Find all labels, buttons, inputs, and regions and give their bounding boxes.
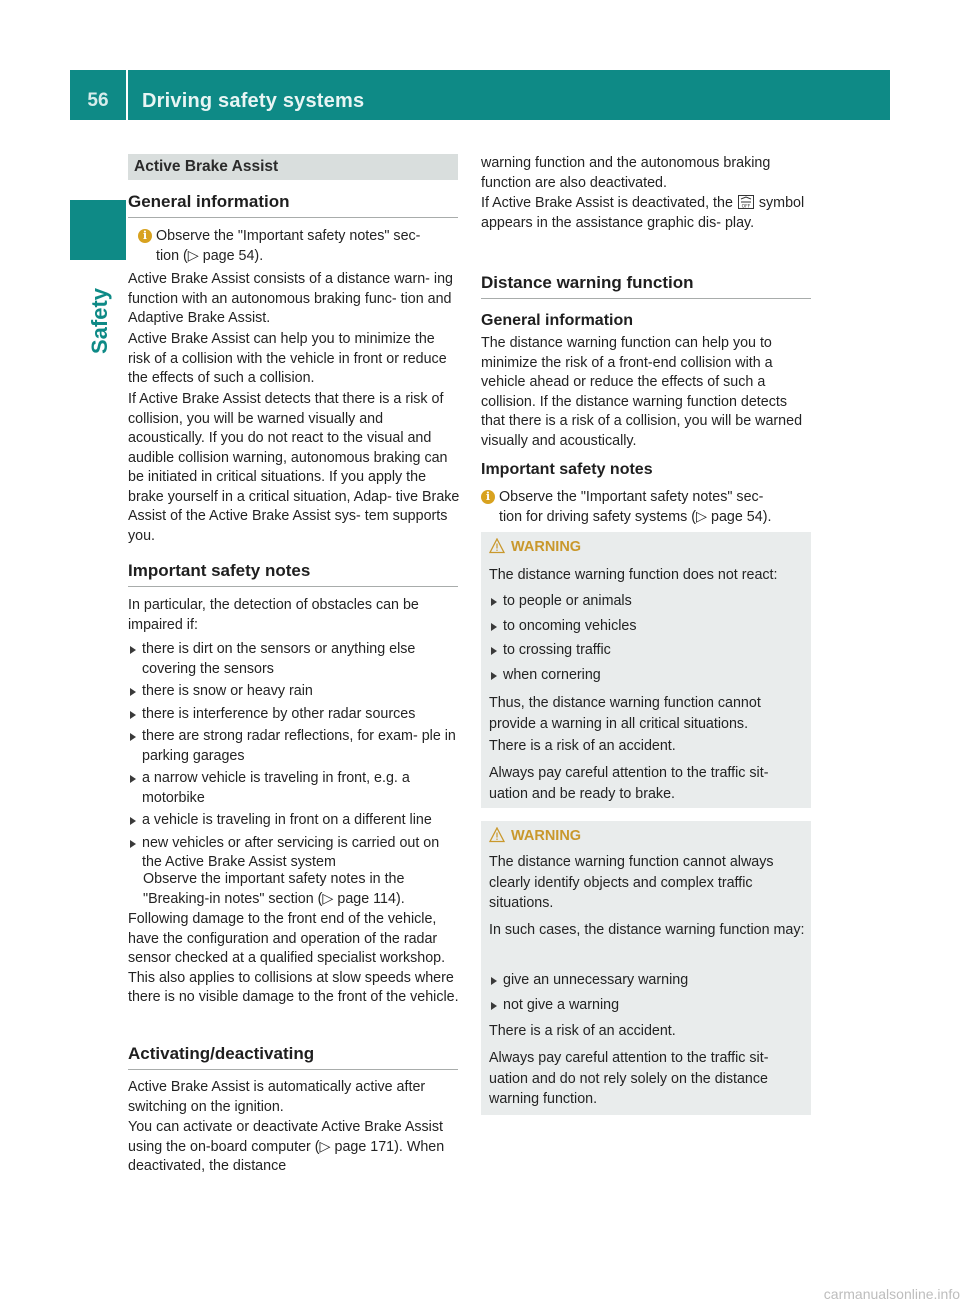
section-label-text: Safety [87,287,112,355]
list-item: to oncoming vehicles [489,617,807,637]
warning-text: In such cases, the distance warning function may: [489,922,805,938]
info-icon: i [481,490,495,504]
list-item: there is interference by other radar sources [128,705,460,725]
section-banner: Active Brake Assist [128,154,458,180]
warning-header [489,828,581,844]
heading-important-safety-notes: Important safety notes [128,561,458,587]
list-item: not give a warning [489,996,807,1016]
warning-text: The distance warning function cannot always clearly identify objects and complex traffic situations. [489,854,774,911]
page-number: 56 [87,90,109,111]
warning-list [489,971,807,1020]
section-label [74,266,126,376]
paragraph-symbol [481,194,813,233]
paragraph: In particular, the detection of obstacles can be impaired if: [128,597,419,633]
warning-text: The distance warning function does not react: [489,567,778,583]
page-header [70,70,890,120]
warning-box [481,821,811,1115]
brake-assist-off-icon [738,195,754,209]
paragraph: You can activate or deactivate Active Brake Assist using the on-board computer (▷ page 171). When deactivated, the distance [128,1119,445,1174]
sub-note: Observe the important safety notes in the "Breaking-in notes" section (▷ page 114). [143,871,405,907]
list-item: there are strong radar reflections, for exam- ple in parking garages [128,727,460,766]
section-tab [70,200,126,260]
paragraph: Following damage to the front end of the vehicle, have the configuration and operation of the radar sensor checked at a qualified specialist workshop. This also applies to collisions at slow speeds where there is no visible damage to the front of the vehicle. [128,911,459,1005]
warning-label: WARNING [511,828,582,844]
svg-text:OFF: OFF [741,204,751,209]
warning-label: WARNING [511,539,582,555]
paragraph: Active Brake Assist is automatically active after switching on the ignition. [128,1079,426,1115]
info-note [138,227,476,266]
warning-triangle-icon [489,827,505,843]
info-note-line2[interactable]: tion for driving safety systems (▷ page 54). [499,508,772,525]
heading-activating-deactivating: Activating/deactivating [128,1044,458,1070]
list-item: a vehicle is traveling in front on a different line [128,811,460,831]
warning-text: There is a risk of an accident. [489,1023,676,1039]
list-item: there is snow or heavy rain [128,682,460,702]
warning-text: Thus, the distance warning function cannot provide a warning in all critical situations. [489,695,761,732]
warning-text: Always pay careful attention to the traffic sit- uation and do not rely solely on the distance warning function. [489,1050,769,1107]
list-item: when cornering [489,666,807,686]
heading-general-information: General information [128,192,458,218]
chapter-title: Driving safety systems [142,90,365,112]
paragraph: Active Brake Assist consists of a distance warn- ing function with an autonomous braking func- tion and Adaptive Brake Assist. [128,271,453,326]
subheading-general-information: General information [481,312,634,329]
paragraph-part: symbol appears in the assistance graphic dis- play. [481,195,805,231]
paragraph: warning function and the autonomous braking function are also deactivated. [481,155,771,191]
list-item: there is dirt on the sensors or anything else covering the sensors [128,640,460,679]
info-note-line1: Observe the "Important safety notes" sec- [156,228,421,244]
list-item: to people or animals [489,592,807,612]
warning-list [489,592,807,690]
list-item: to crossing traffic [489,641,807,661]
paragraph: Active Brake Assist can help you to minimize the risk of a collision with the vehicle in front or reduce the effects of such a collision. [128,331,447,386]
list-item: new vehicles or after servicing is carried out on the Active Brake Assist system [128,834,460,873]
warning-text: Always pay careful attention to the traffic sit- uation and be ready to brake. [489,765,769,802]
warning-header [489,539,581,555]
subheading-important-safety-notes: Important safety notes [481,461,653,478]
info-icon: i [138,229,152,243]
warning-triangle-icon [489,538,505,554]
warning-text: There is a risk of an accident. [489,738,676,754]
paragraph: The distance warning function can help you to minimize the risk of a front-end collision with a vehicle ahead or reduce the effects of such a collision. If the distance warning function detects that there is a risk of a collision, you will be warned visually and acoustically. [481,335,803,449]
list-item: a narrow vehicle is traveling in front, e.g. a motorbike [128,769,460,808]
list-item: give an unnecessary warning [489,971,807,991]
watermark: carmanualsonline.info [823,1286,960,1302]
info-note-line2[interactable]: tion (▷ page 54). [156,247,264,264]
paragraph: If Active Brake Assist detects that there is a risk of collision, you will be warned visually and acoustically. If you do not react to the visual and audible collision warning, autonomous braking can be initiated in critical situations. If you apply the brake yourself in a critical situation, Adap- tive Brake Assist of the Active Brake Assist sys- tem supports you. [128,391,460,544]
info-note-line1: Observe the "Important safety notes" sec- [499,489,764,505]
paragraph-part: If Active Brake Assist is deactivated, the [481,195,733,211]
header-divider [126,70,128,120]
safety-list [128,640,460,876]
heading-distance-warning-function: Distance warning function [481,273,811,299]
warning-box [481,532,811,808]
info-note [481,488,829,527]
